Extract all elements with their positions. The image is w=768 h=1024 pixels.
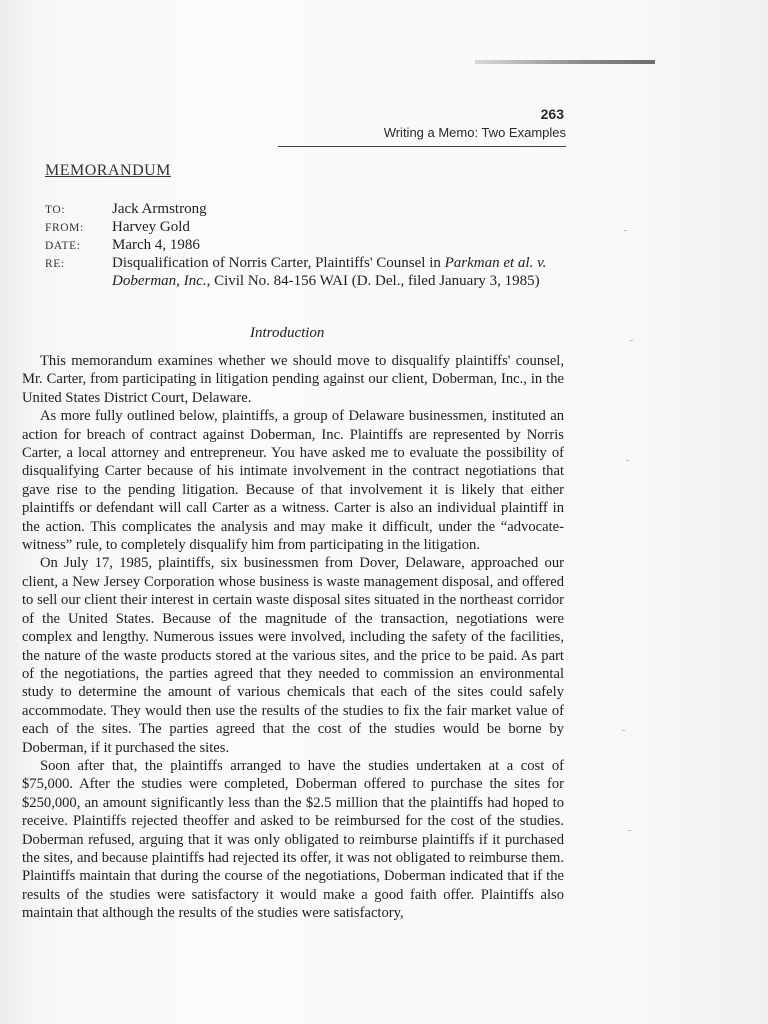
body-paragraph: On July 17, 1985, plaintiffs, six businessmen from Dover, Delaware, approached our client, a New Jersey Corporation whose business is waste management disposal, and offered to sell our client their interest in certain waste disposal sites situated in the northeast corridor of the United States. Because of the magnitude of the transaction, negotiations were complex and lengthy. Numerous issues were involved, including the safety of the facilities, the nature of the waste products stored at the various sites, and the price to be paid. As part of the negotiations, the parties agreed that they needed to commission an environmental study to determine the amount of various chemicals that each of the sites could safely accommodate. They would then use the results of the studies to fix the fair market value of each of the sites. The parties agreed that the cost of the studies would be borne by Doberman, if it purchased the sites. — [22, 555, 564, 756]
re-text-prefix: Disqualification of Norris Carter, Plaintiffs' Counsel in — [112, 255, 445, 271]
header-rule — [278, 146, 566, 147]
memo-date-label: DATE: — [45, 240, 81, 252]
body-paragraph: Soon after that, the plaintiffs arranged to have the studies undertaken at a cost of $75,000. After the studies were completed, Doberman offered to purchase the sites for $250,000, an amount significantly less than the $2.5 million that the plaintiffs had hoped to receive. Plaintiffs rejected theoffer and asked to be reimbursed for the cost of the studies. Doberman refused, arguing that it was only obligated to reimburse plaintiffs if it purchased the sites, and because plaintiffs had rejected its offer, it was not obligated to reimburse them. Plaintiffs maintain that during the course of the negotiations, Doberman indicated that if the results of the studies were satisfactory it would make a good faith offer. Plaintiffs also maintain that although the results of the studies were satisfactory, — [22, 757, 564, 922]
re-text-suffix: , Civil No. 84-156 WAI (D. Del., filed January 3, 1985) — [206, 273, 540, 289]
top-edge-rule — [475, 60, 655, 64]
memo-re-value — [112, 254, 562, 290]
memo-to-value: Jack Armstrong — [112, 201, 207, 217]
memo-from-value: Harvey Gold — [112, 219, 190, 235]
body-paragraph: This memorandum examines whether we should move to disqualify plaintiffs' counsel, Mr. Carter, from participating in litigation pending against our client, Doberman, Inc., in the United States District Court, Delaware. — [22, 353, 564, 406]
body-paragraph: As more fully outlined below, plaintiffs, a group of Delaware businessmen, instituted an action for breach of contract against Doberman, Inc. Plaintiffs are represented by Norris Carter, a local attorney and entrepreneur. You have asked me to evaluate the possibility of disqualifying Carter because of his intimate involvement in the contract negotiations that gave rise to the pending litigation. Because of that involvement it is likely that either plaintiffs or defendant will call Carter as a witness. Carter is also an individual plaintiff in the action. This complicates the analysis and may make it difficult, under the “advocate-witness” rule, to completely disqualify him from participating in the litigation. — [22, 408, 564, 554]
memo-date-value: March 4, 1986 — [112, 237, 200, 253]
running-title: Writing a Memo: Two Examples — [383, 125, 566, 140]
section-heading-introduction: Introduction — [250, 325, 325, 341]
memo-title: MEMORANDUM — [45, 162, 171, 179]
scan-speck — [626, 460, 629, 461]
scan-speck — [628, 830, 631, 831]
scan-speck — [630, 340, 633, 341]
scan-speck — [624, 230, 627, 231]
memo-to-label: TO: — [45, 204, 66, 216]
memo-from-label: FROM: — [45, 222, 84, 234]
scan-specks — [620, 210, 650, 850]
memo-body — [22, 352, 564, 923]
scan-speck — [622, 730, 625, 731]
re-case-name: Parkman et al. v. Doberman, Inc. — [112, 255, 547, 289]
memo-re-label: RE: — [45, 258, 65, 270]
page-number: 263 — [540, 106, 564, 122]
